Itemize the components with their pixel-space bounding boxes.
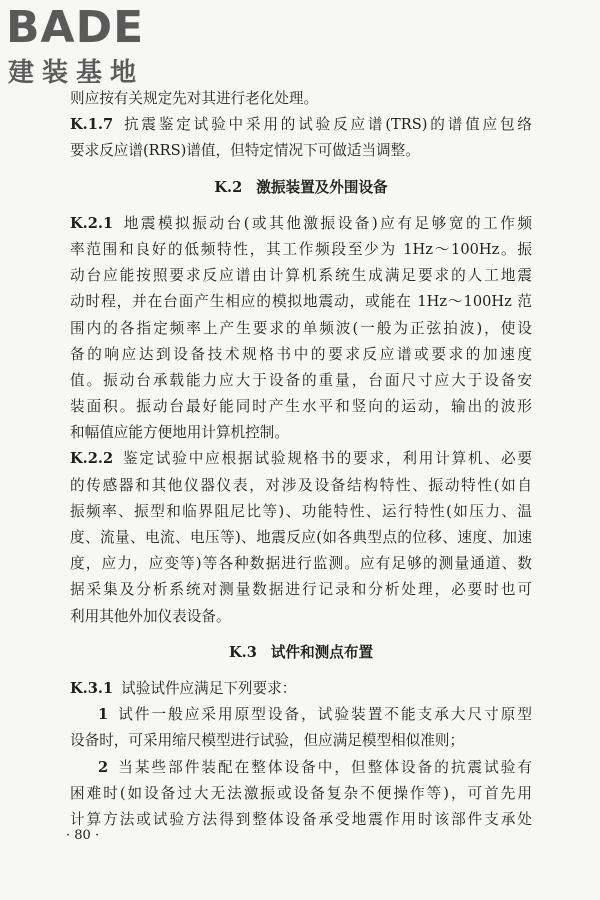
- list-item-2: [70, 755, 532, 781]
- text-line: 则应按有关规定先对其进行老化处理。: [70, 90, 319, 107]
- list-item-1: [70, 702, 532, 728]
- text-line: 计算方法或试验方法得到整体设备承受地震作用时该部件支承处: [70, 810, 532, 828]
- item-text: 当某些部件装配在整体设备中，但整体设备的抗震试验有: [116, 758, 532, 776]
- clause-number: K.2.1: [70, 214, 114, 232]
- text-line: 装面积。振动台最好能同时产生水平和竖向的运动，输出的波形: [70, 398, 532, 416]
- logo-wordmark: BADE: [6, 2, 145, 53]
- item-text: 试件一般应采用原型设备，试验装置不能支承大尺寸原型: [116, 706, 532, 724]
- clause-number: K.1.7: [70, 116, 114, 134]
- clause-number: K.3.1: [70, 679, 114, 697]
- text-line: 要求反应谱(RRS)谱值，但特定情况下可做适当调整。: [70, 142, 420, 160]
- text-line: 和幅值应能方便地用计算机控制。: [70, 424, 289, 442]
- text-line: 困难时(如设备过大无法激振或设备复杂不便操作等)，可首先用: [70, 784, 532, 802]
- text-line: 率范围和良好的低频特性，其工作频段至少为 1Hz～100Hz。振: [70, 240, 532, 258]
- bade-logo: [6, 4, 176, 90]
- text-line: 值。振动台承载能力应大于设备的重量，台面尺寸应大于设备安: [70, 371, 532, 389]
- text-line: 的传感器和其他仪器仪表，对涉及设备结构特性、振动特性(如自: [70, 476, 532, 494]
- text-line: 据采集及分析系统对测量数据进行记录和分析处理，必要时也可: [70, 581, 532, 599]
- page-body: [70, 86, 532, 833]
- clause-text: 抗震鉴定试验中采用的试验反应谱(TRS)的谱值应包络: [121, 116, 532, 134]
- section-heading-k2: [70, 175, 532, 201]
- clause-k22-line: [70, 446, 532, 472]
- item-number: 2: [98, 758, 109, 776]
- text-line: 利用其他外加仪表设备。: [70, 607, 231, 625]
- text-line: 动时程，并在台面产生相应的模拟地震动，或能在 1Hz～100Hz 范: [70, 293, 532, 311]
- text-line: 设备时，可采用缩尺模型进行试验，但应满足模型相似准则；: [70, 732, 465, 750]
- clause-k17-line: [70, 112, 532, 138]
- text-line: 度、流量、电流、电压等)、地震反应(如各典型点的位移、速度、加速: [70, 529, 532, 546]
- text-line: 动台应能按照要求反应谱由计算机系统生成满足要求的人工地震: [70, 267, 532, 285]
- page-number: · 80 ·: [66, 828, 100, 843]
- clause-k21-line: [70, 211, 532, 237]
- section-number: K.3: [228, 643, 257, 661]
- clause-k31-line: [70, 676, 532, 702]
- item-number: 1: [98, 706, 109, 724]
- text-line: 围内的各指定频率上产生要求的单频波(一般为正弦拍波)，使设: [70, 319, 532, 337]
- section-title: 试件和测点布置: [270, 643, 374, 661]
- clause-text: 试验试件应满足下列要求：: [121, 679, 297, 697]
- clause-text: 地震模拟振动台(或其他激振设备)应有足够宽的工作频: [121, 214, 532, 232]
- clause-number: K.2.2: [70, 450, 114, 468]
- text-line: 度，应力，应变等)等各种数据进行监测。应有足够的测量通道、数: [70, 555, 532, 573]
- text-line: 振频率、振型和临界阻尼比等)、功能特性、运行特性(如压力、温: [70, 502, 532, 520]
- clause-text: 鉴定试验中应根据试验规格书的要求，利用计算机、必要: [121, 450, 532, 468]
- section-heading-k3: [70, 640, 532, 666]
- logo-subtitle: 建装基地: [8, 58, 145, 88]
- section-title: 激振装置及外围设备: [256, 178, 388, 196]
- text-line: 备的响应达到设备技术规格书中的要求反应谱或要求的加速度: [70, 345, 532, 363]
- section-number: K.2: [214, 178, 243, 196]
